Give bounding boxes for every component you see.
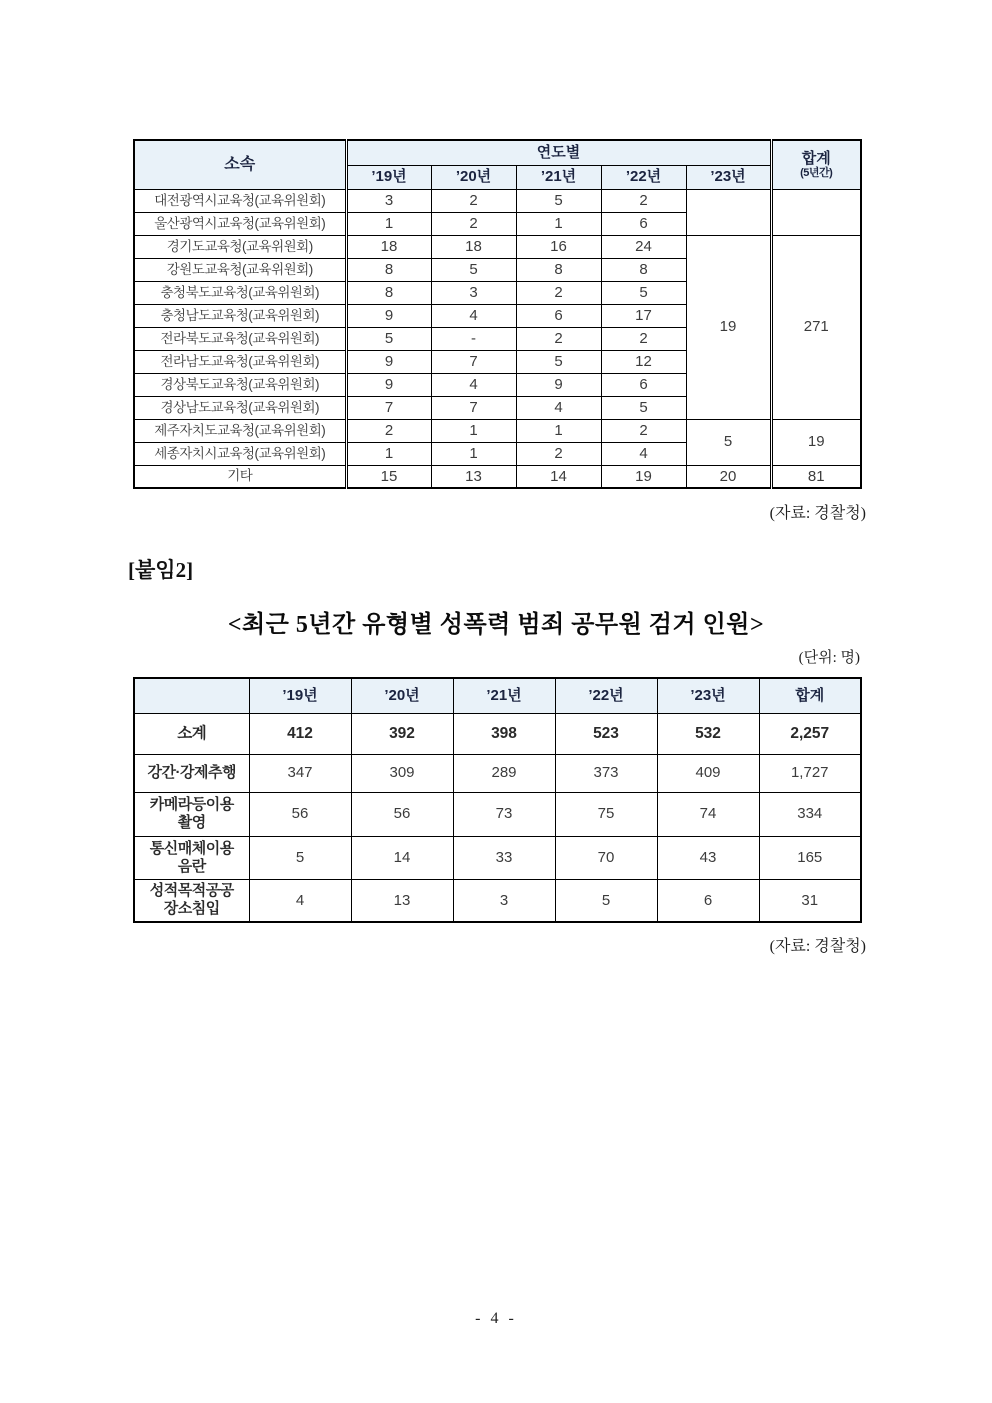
- value-cell: 3: [346, 189, 431, 212]
- row-label: 세종자치시교육청(교육위원회): [134, 442, 346, 465]
- value-cell: 409: [657, 754, 759, 792]
- value-cell: 5: [516, 189, 601, 212]
- value-cell: 13: [431, 465, 516, 488]
- value-cell: 8: [601, 258, 686, 281]
- value-cell: 1: [346, 442, 431, 465]
- value-cell: 5: [555, 879, 657, 922]
- value-cell: 33: [453, 836, 555, 879]
- value-cell: 15: [346, 465, 431, 488]
- merged-y23-cell: 19: [686, 235, 771, 419]
- value-cell: 4: [431, 304, 516, 327]
- value-cell: 5: [601, 396, 686, 419]
- value-cell: 1: [431, 442, 516, 465]
- row-label: 울산광역시교육청(교육위원회): [134, 212, 346, 235]
- row-label: 소계: [134, 713, 249, 754]
- total-label: 합계: [801, 149, 831, 167]
- value-cell: 4: [601, 442, 686, 465]
- value-cell: 1: [516, 419, 601, 442]
- row-label: 강간·강제추행: [134, 754, 249, 792]
- row-label: 강원도교육청(교육위원회): [134, 258, 346, 281]
- value-cell: 2: [346, 419, 431, 442]
- value-cell: 17: [601, 304, 686, 327]
- value-cell: 13: [351, 879, 453, 922]
- row-label: [134, 792, 249, 836]
- col-header-y23: ’23년: [657, 678, 759, 713]
- col-header-y19: ’19년: [346, 165, 431, 189]
- table-row-obscene-communication: [134, 836, 861, 879]
- col-header-y20: ’20년: [351, 678, 453, 713]
- value-cell: 1: [516, 212, 601, 235]
- value-cell: 70: [555, 836, 657, 879]
- row-label-line2: 음란: [177, 857, 206, 875]
- value-cell: 14: [351, 836, 453, 879]
- row-label-line1: 통신매체이용: [149, 839, 234, 857]
- table-row-rape-assault: [134, 754, 861, 792]
- value-cell: -: [431, 327, 516, 350]
- row-label-line1: 카메라등이용: [149, 796, 234, 813]
- value-cell: 373: [555, 754, 657, 792]
- value-cell: 6: [601, 373, 686, 396]
- value-cell: 43: [657, 836, 759, 879]
- merged-y23-cell: [686, 189, 771, 235]
- col-header-yearly: 연도별: [346, 140, 771, 165]
- value-cell: 7: [346, 396, 431, 419]
- value-cell: 5: [249, 836, 351, 879]
- value-cell: 2: [516, 327, 601, 350]
- value-cell: 4: [516, 396, 601, 419]
- row-label: 기타: [134, 465, 346, 488]
- row-label: [134, 836, 249, 879]
- row-label: 경상남도교육청(교육위원회): [134, 396, 346, 419]
- row-label: 충청북도교육청(교육위원회): [134, 281, 346, 304]
- col-header-y21: ’21년: [516, 165, 601, 189]
- value-cell: 9: [516, 373, 601, 396]
- value-cell: 31: [759, 879, 861, 922]
- value-cell: 523: [555, 713, 657, 754]
- merged-total-cell: 19: [771, 419, 861, 465]
- col-header-total: [771, 140, 861, 189]
- table-arrests-by-agency: [133, 139, 862, 489]
- row-label-line1: 성적목적공공: [149, 882, 234, 900]
- value-cell: 2: [601, 419, 686, 442]
- value-cell: 73: [453, 792, 555, 836]
- value-cell: 398: [453, 713, 555, 754]
- value-cell: 2: [431, 212, 516, 235]
- value-cell: 8: [346, 258, 431, 281]
- value-cell: 4: [249, 879, 351, 922]
- total-sublabel: (5년간): [800, 166, 833, 179]
- row-label: 제주자치도교육청(교육위원회): [134, 419, 346, 442]
- table-row-etc: [134, 465, 861, 488]
- col-header-y23: ’23년: [686, 165, 771, 189]
- value-cell: 2: [516, 442, 601, 465]
- value-cell: 14: [516, 465, 601, 488]
- table2-header-row: [134, 678, 861, 713]
- row-label: 전라남도교육청(교육위원회): [134, 350, 346, 373]
- value-cell: 5: [431, 258, 516, 281]
- value-cell: 1,727: [759, 754, 861, 792]
- col-header-affiliation: 소속: [134, 140, 346, 189]
- table-row-camera-filming: [134, 792, 861, 836]
- value-cell: 334: [759, 792, 861, 836]
- value-cell: 9: [346, 304, 431, 327]
- source-note-2: (자료: 경찰청): [769, 938, 866, 955]
- value-cell: 19: [601, 465, 686, 488]
- table1-header-row-1: [134, 140, 861, 165]
- value-cell: 347: [249, 754, 351, 792]
- col-header-total: 합계: [759, 678, 861, 713]
- value-cell: 5: [601, 281, 686, 304]
- row-label: 경상북도교육청(교육위원회): [134, 373, 346, 396]
- col-header-y20: ’20년: [431, 165, 516, 189]
- row-label-line2: 장소침입: [163, 900, 220, 918]
- value-cell: 12: [601, 350, 686, 373]
- table-row-subtotal: [134, 713, 861, 754]
- value-cell: 392: [351, 713, 453, 754]
- table-row-jeju: [134, 419, 861, 442]
- table-arrests-by-type: [133, 677, 862, 923]
- value-cell: 56: [351, 792, 453, 836]
- value-cell: 9: [346, 373, 431, 396]
- row-label: 충청남도교육청(교육위원회): [134, 304, 346, 327]
- value-cell: 18: [431, 235, 516, 258]
- value-cell: 289: [453, 754, 555, 792]
- value-cell: 8: [516, 258, 601, 281]
- source-note-1: (자료: 경찰청): [769, 505, 866, 522]
- page-number: - 4 -: [475, 1310, 517, 1327]
- value-cell: 532: [657, 713, 759, 754]
- merged-total-cell: 271: [771, 235, 861, 419]
- value-cell: 1: [431, 419, 516, 442]
- col-header-y21: ’21년: [453, 678, 555, 713]
- value-cell: 6: [516, 304, 601, 327]
- value-cell: 81: [771, 465, 861, 488]
- corner-cell: [134, 678, 249, 713]
- row-label: 전라북도교육청(교육위원회): [134, 327, 346, 350]
- value-cell: 4: [431, 373, 516, 396]
- value-cell: 7: [431, 350, 516, 373]
- value-cell: 2: [601, 189, 686, 212]
- value-cell: 2: [601, 327, 686, 350]
- table-row-public-place-intrusion: [134, 879, 861, 922]
- col-header-y22: ’22년: [555, 678, 657, 713]
- value-cell: 16: [516, 235, 601, 258]
- value-cell: 6: [657, 879, 759, 922]
- col-header-y22: ’22년: [601, 165, 686, 189]
- value-cell: 20: [686, 465, 771, 488]
- unit-note: (단위: 명): [798, 650, 860, 666]
- value-cell: 18: [346, 235, 431, 258]
- value-cell: 74: [657, 792, 759, 836]
- merged-total-cell: [771, 189, 861, 235]
- value-cell: 2: [431, 189, 516, 212]
- value-cell: 9: [346, 350, 431, 373]
- value-cell: 24: [601, 235, 686, 258]
- attachment-label: [붙임2]: [128, 558, 194, 582]
- value-cell: 165: [759, 836, 861, 879]
- table-row-daejeon: [134, 189, 861, 212]
- value-cell: 8: [346, 281, 431, 304]
- value-cell: 2: [516, 281, 601, 304]
- value-cell: 3: [431, 281, 516, 304]
- value-cell: 2,257: [759, 713, 861, 754]
- table2-title: <최근 5년간 유형별 성폭력 범죄 공무원 검거 인원>: [227, 612, 765, 638]
- table-row-gyeonggi: [134, 235, 861, 258]
- merged-y23-cell: 5: [686, 419, 771, 465]
- row-label-line2: 촬영: [177, 814, 206, 831]
- value-cell: 5: [516, 350, 601, 373]
- value-cell: 75: [555, 792, 657, 836]
- row-label: 경기도교육청(교육위원회): [134, 235, 346, 258]
- row-label: [134, 879, 249, 922]
- value-cell: 6: [601, 212, 686, 235]
- value-cell: 1: [346, 212, 431, 235]
- col-header-y19: ’19년: [249, 678, 351, 713]
- row-label: 대전광역시교육청(교육위원회): [134, 189, 346, 212]
- value-cell: 7: [431, 396, 516, 419]
- value-cell: 412: [249, 713, 351, 754]
- value-cell: 309: [351, 754, 453, 792]
- value-cell: 56: [249, 792, 351, 836]
- value-cell: 5: [346, 327, 431, 350]
- value-cell: 3: [453, 879, 555, 922]
